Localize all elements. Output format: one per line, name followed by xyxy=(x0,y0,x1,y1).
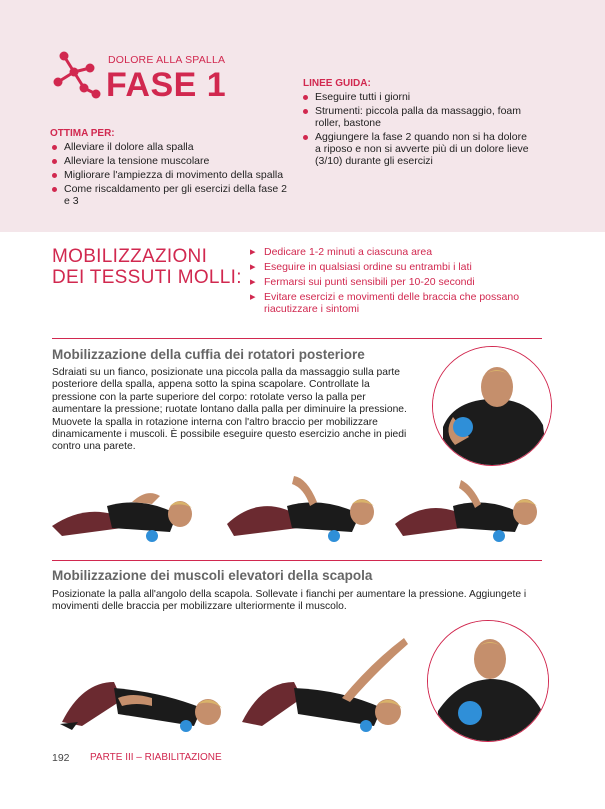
guidelines-list xyxy=(303,91,535,169)
list-item: ▸ Eseguire in qualsiasi ordine su entrambi i lati xyxy=(250,261,550,273)
shoulder-blade-closeup-photo xyxy=(427,620,549,742)
list-item: Alleviare la tensione muscolare xyxy=(52,155,292,167)
footer-part-label: PARTE III – RIABILITAZIONE xyxy=(90,752,222,763)
section1-body: Sdraiati su un fianco, posizionate una piccola palla da massaggio sulla parte posteriore della spalla, appena sotto la spina scapolare. Controllate la pressione con la parte superiore del corpo: rotolate verso la palla per aumentare la pressione; ruotate lontano dalla palla per diminuire la pressione. Muovete la spalla in rotazione interna con l'altro braccio per mobilizzare dinamicamente i muscoli. È possibile eseguire questo esercizio anche in piedi contro una parete. xyxy=(52,367,407,453)
list-item: ▸ Dedicare 1-2 minuti a ciascuna area xyxy=(250,246,550,258)
page-number: 192 xyxy=(52,752,70,764)
best-for-heading: OTTIMA PER: xyxy=(50,128,115,139)
exercise-photo-1 xyxy=(52,466,202,546)
phase-title: FASE 1 xyxy=(106,66,227,104)
list-item: Come riscaldamento per gli esercizi della fase 2 e 3 xyxy=(52,183,292,207)
list-item: Strumenti: piccola palla da massaggio, foam roller, bastone xyxy=(303,105,535,129)
divider xyxy=(52,560,542,561)
exercise-photo-2 xyxy=(222,466,382,546)
shoulder-closeup-photo xyxy=(432,346,552,466)
exercise-photo-4 xyxy=(52,652,232,734)
list-item: Alleviare il dolore alla spalla xyxy=(52,141,292,153)
list-item: Aggiungere la fase 2 quando non si ha dolore a riposo e non si avverte più di un dolore lieve (3/10) durante gli esercizi xyxy=(303,131,535,167)
section2-body: Posizionate la palla all'angolo della scapola. Sollevate i fianchi per aumentare la pressione. Aggiungete i movimenti delle braccia per mobilizzare ulteriormente il muscolo. xyxy=(52,589,527,613)
list-item: ▸ Evitare esercizi e movimenti delle braccia che possano riacutizzare i sintomi xyxy=(250,291,550,315)
exercise-photo-5 xyxy=(232,632,412,734)
mobilization-tips xyxy=(250,246,550,318)
list-item: ▸ Fermarsi sui punti sensibili per 10-20 secondi xyxy=(250,276,550,288)
exercise-photo-3 xyxy=(395,466,545,546)
best-for-list xyxy=(52,141,292,209)
mobilization-heading xyxy=(52,246,242,288)
section1-title: Mobilizzazione della cuffia dei rotatori posteriore xyxy=(52,347,365,362)
list-item: Migliorare l'ampiezza di movimento della spalla xyxy=(52,169,292,181)
section-kicker: DOLORE ALLA SPALLA xyxy=(108,54,226,66)
section2-title: Mobilizzazione dei muscoli elevatori della scapola xyxy=(52,568,373,583)
molecule-logo-icon xyxy=(50,48,102,100)
mobilization-heading-line1: MOBILIZZAZIONI xyxy=(52,246,208,267)
divider xyxy=(52,338,542,339)
guidelines-heading: LINEE GUIDA: xyxy=(303,78,371,89)
mobilization-heading-line2: DEI TESSUTI MOLLI: xyxy=(52,267,242,288)
list-item: Eseguire tutti i giorni xyxy=(303,91,535,103)
